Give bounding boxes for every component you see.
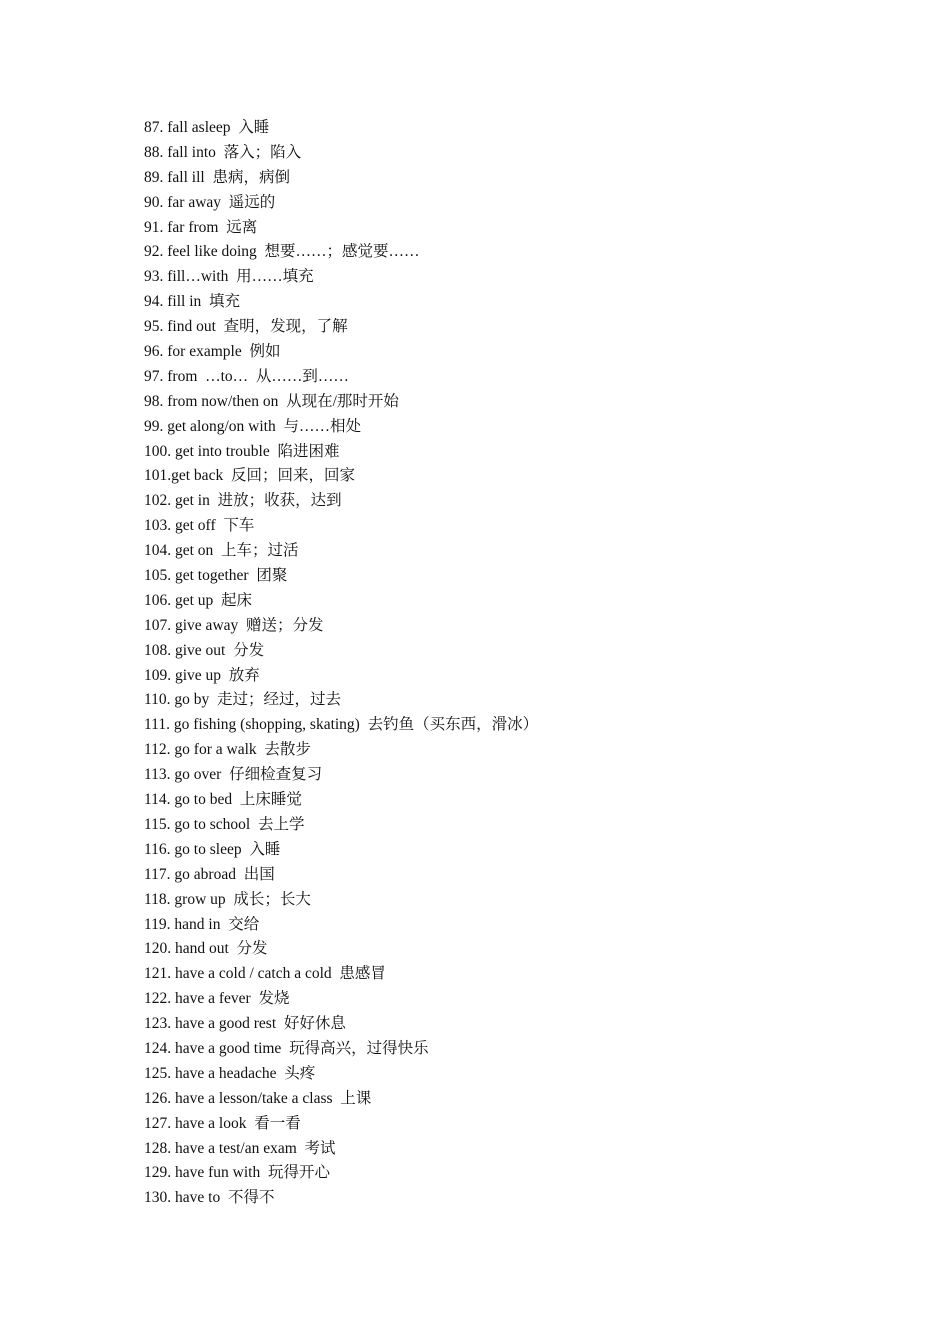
list-item — [144, 664, 538, 689]
phrase-text: 104. get on 上车；过活 — [144, 542, 299, 560]
phrase-text: 113. go over 仔细检查复习 — [144, 766, 323, 784]
list-item — [144, 1087, 538, 1112]
list-item — [144, 838, 538, 863]
list-item — [144, 265, 538, 290]
list-item — [144, 290, 538, 315]
phrase-text: 115. go to school 去上学 — [144, 815, 305, 833]
phrase-text: 107. give away 赠送；分发 — [144, 616, 324, 634]
list-item — [144, 415, 538, 440]
list-item — [144, 1062, 538, 1087]
phrase-text: 94. fill in 填充 — [144, 293, 241, 311]
phrase-text: 102. get in 进放；收获，达到 — [144, 492, 342, 510]
list-item — [144, 1112, 538, 1137]
list-item — [144, 1037, 538, 1062]
phrase-text: 128. have a test/an exam 考试 — [144, 1139, 336, 1157]
phrase-text: 93. fill…with 用……填充 — [144, 268, 314, 286]
list-item — [144, 191, 538, 216]
phrase-text: 96. for example 例如 — [144, 343, 281, 361]
list-item — [144, 639, 538, 664]
list-item — [144, 116, 538, 141]
list-item — [144, 564, 538, 589]
phrase-text: 120. hand out 分发 — [144, 940, 268, 958]
phrase-text: 110. go by 走过；经过，过去 — [144, 691, 342, 709]
phrase-text: 89. fall ill 患病，病倒 — [144, 168, 290, 186]
phrase-text: 118. grow up 成长；长大 — [144, 890, 311, 908]
list-item — [144, 365, 538, 390]
phrase-text: 124. have a good time 玩得高兴，过得快乐 — [144, 1039, 429, 1057]
phrase-text: 108. give out 分发 — [144, 641, 265, 659]
list-item — [144, 763, 538, 788]
phrase-text: 105. get together 团聚 — [144, 567, 288, 585]
list-item — [144, 913, 538, 938]
list-item — [144, 589, 538, 614]
phrase-text: 92. feel like doing 想要……；感觉要…… — [144, 243, 420, 261]
list-item — [144, 738, 538, 763]
list-item — [144, 240, 538, 265]
list-item — [144, 514, 538, 539]
phrase-text: 116. go to sleep 入睡 — [144, 840, 281, 858]
list-item — [144, 614, 538, 639]
phrase-text: 109. give up 放弃 — [144, 666, 260, 684]
phrase-text: 98. from now/then on 从现在/那时开始 — [144, 392, 399, 410]
phrase-text: 100. get into trouble 陷进困难 — [144, 442, 340, 460]
phrase-text: 123. have a good rest 好好休息 — [144, 1015, 346, 1033]
list-item — [144, 340, 538, 365]
phrase-text: 129. have fun with 玩得开心 — [144, 1164, 330, 1182]
list-item — [144, 937, 538, 962]
phrase-text: 103. get off 下车 — [144, 517, 255, 535]
phrase-text: 119. hand in 交给 — [144, 915, 260, 933]
phrase-text: 114. go to bed 上床睡觉 — [144, 791, 302, 809]
phrase-text: 127. have a look 看一看 — [144, 1114, 301, 1132]
list-item — [144, 863, 538, 888]
list-item — [144, 788, 538, 813]
list-item — [144, 390, 538, 415]
list-item — [144, 216, 538, 241]
phrase-text: 91. far from 远离 — [144, 218, 258, 236]
phrase-text: 97. from …to… 从……到…… — [144, 367, 349, 385]
list-item — [144, 539, 538, 564]
list-item — [144, 688, 538, 713]
list-item — [144, 813, 538, 838]
list-item — [144, 141, 538, 166]
list-item — [144, 962, 538, 987]
list-item — [144, 315, 538, 340]
phrase-text: 117. go abroad 出国 — [144, 865, 275, 883]
phrase-text: 121. have a cold / catch a cold 患感冒 — [144, 965, 386, 983]
list-item — [144, 1161, 538, 1186]
phrase-text: 130. have to 不得不 — [144, 1189, 275, 1207]
phrase-text: 99. get along/on with 与……相处 — [144, 417, 361, 435]
phrase-text: 125. have a headache 头疼 — [144, 1064, 316, 1082]
list-item — [144, 1137, 538, 1162]
list-item — [144, 1186, 538, 1211]
list-item — [144, 888, 538, 913]
phrase-text: 126. have a lesson/take a class 上课 — [144, 1089, 372, 1107]
phrase-text: 88. fall into 落入；陷入 — [144, 143, 302, 161]
phrase-text: 87. fall asleep 入睡 — [144, 119, 270, 136]
list-item — [144, 489, 538, 514]
phrase-text: 122. have a fever 发烧 — [144, 990, 290, 1008]
phrase-text: 90. far away 遥远的 — [144, 193, 276, 211]
phrase-text: 101.get back 反回；回来，回家 — [144, 467, 355, 485]
list-item — [144, 464, 538, 489]
phrase-text: 106. get up 起床 — [144, 591, 253, 609]
list-item — [144, 987, 538, 1012]
phrase-list — [144, 116, 538, 1211]
list-item — [144, 713, 538, 738]
list-item — [144, 1012, 538, 1037]
phrase-text: 112. go for a walk 去散步 — [144, 741, 311, 759]
list-item — [144, 166, 538, 191]
list-item — [144, 440, 538, 465]
phrase-text: 111. go fishing (shopping, skating) 去钓鱼（买东西，滑冰） — [144, 716, 539, 734]
phrase-text: 95. find out 查明，发现，了解 — [144, 318, 348, 336]
